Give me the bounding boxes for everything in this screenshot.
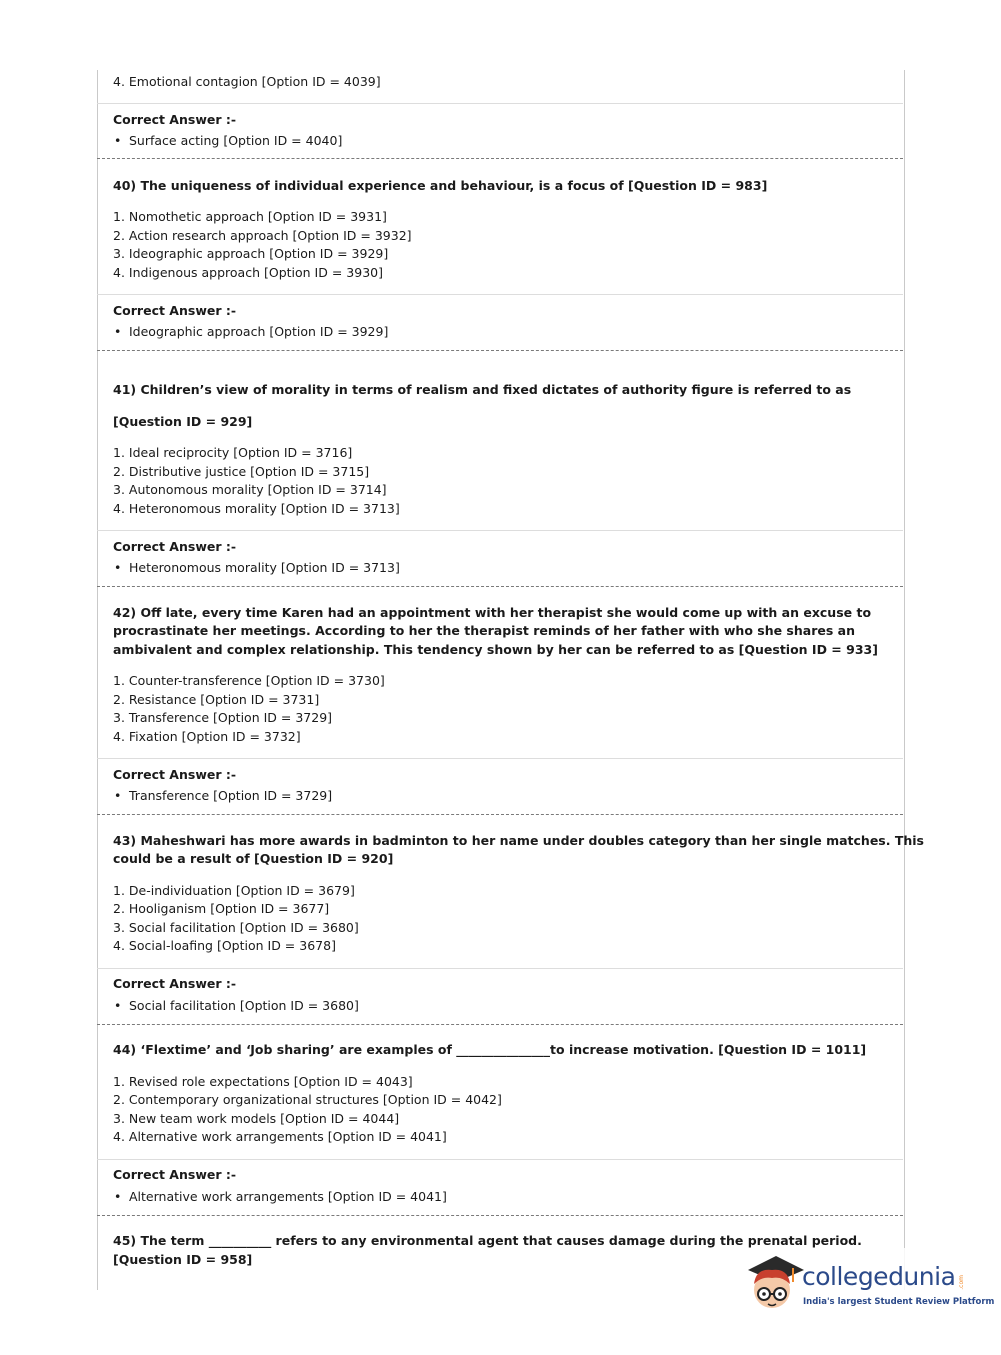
question-separator (97, 1215, 903, 1216)
question-41-id: [Question ID = 929] (113, 414, 253, 429)
option-line: 3. New team work models [Option ID = 4044] (113, 1111, 400, 1126)
option-line: 2. Contemporary organizational structures [Option ID = 4042] (113, 1092, 502, 1107)
option-line: 3. Autonomous morality [Option ID = 3714] (113, 482, 387, 497)
option-line: 3. Transference [Option ID = 3729] (113, 710, 333, 725)
correct-answer: • Heteronomous morality [Option ID = 3713] (114, 560, 400, 575)
question-42-line1: 42) Off late, every time Karen had an appointment with her therapist she would come up with an excuse to (113, 605, 872, 620)
correct-answer-label: Correct Answer :- (113, 112, 237, 127)
divider (97, 530, 903, 531)
correct-answer-label: Correct Answer :- (113, 303, 237, 318)
option-line: 1. De-individuation [Option ID = 3679] (113, 883, 355, 898)
brand-tagline: India's largest Student Review Platform (803, 1297, 995, 1307)
divider (97, 103, 903, 104)
correct-answer-label: Correct Answer :- (113, 1167, 237, 1182)
question-41: 41) Children’s view of morality in terms of realism and fixed dictates of authority figure is referred to as (113, 382, 852, 397)
correct-answer-label: Correct Answer :- (113, 976, 237, 991)
option-line: 2. Action research approach [Option ID = 3932] (113, 228, 412, 243)
question-40: 40) The uniqueness of individual experience and behaviour, is a focus of [Question ID = 983] (113, 178, 768, 193)
question-separator (97, 350, 903, 351)
option-line: 2. Distributive justice [Option ID = 3715] (113, 464, 370, 479)
correct-answer: • Alternative work arrangements [Option ID = 4041] (114, 1189, 447, 1204)
option-line: 2. Hooliganism [Option ID = 3677] (113, 901, 330, 916)
correct-answer-label: Correct Answer :- (113, 539, 237, 554)
divider (97, 294, 903, 295)
correct-answer: • Transference [Option ID = 3729] (114, 788, 333, 803)
option-line: 4. Alternative work arrangements [Option ID = 4041] (113, 1129, 447, 1144)
correct-answer: • Surface acting [Option ID = 4040] (114, 133, 343, 148)
option-line: 4. Emotional contagion [Option ID = 4039] (113, 74, 381, 89)
question-45-line1: 45) The term __________ refers to any environmental agent that causes damage during the prenatal period. (113, 1233, 862, 1248)
correct-answer: • Social facilitation [Option ID = 3680] (114, 998, 359, 1013)
divider (97, 968, 903, 969)
option-line: 3. Social facilitation [Option ID = 3680] (113, 920, 359, 935)
question-42-line3: ambivalent and complex relationship. This tendency shown by her can be referred to as [Question ID = 933] (113, 642, 878, 657)
question-separator (97, 158, 903, 159)
option-line: 1. Nomothetic approach [Option ID = 3931] (113, 209, 387, 224)
brand-domain: .com (958, 1275, 965, 1290)
option-line: 4. Social-loafing [Option ID = 3678] (113, 938, 336, 953)
correct-answer: • Ideographic approach [Option ID = 3929] (114, 324, 389, 339)
option-line: 3. Ideographic approach [Option ID = 3929] (113, 246, 389, 261)
correct-answer-label: Correct Answer :- (113, 767, 237, 782)
question-42-line2: procrastinate her meetings. According to her the therapist reminds of her father with who she shares an (113, 623, 855, 638)
option-line: 1. Revised role expectations [Option ID = 4043] (113, 1074, 413, 1089)
question-45-line2: [Question ID = 958] (113, 1252, 253, 1267)
option-line: 1. Ideal reciprocity [Option ID = 3716] (113, 445, 353, 460)
question-43-line1: 43) Maheshwari has more awards in badminton to her name under doubles category than her single matches. This (113, 833, 924, 848)
divider (97, 758, 903, 759)
brand-name: collegedunia (802, 1262, 956, 1291)
option-line: 1. Counter-transference [Option ID = 3730] (113, 673, 385, 688)
option-line: 2. Resistance [Option ID = 3731] (113, 692, 320, 707)
question-44: 44) ‘Flextime’ and ‘Job sharing’ are examples of _______________to increase motivation. [Question ID = 1011] (113, 1042, 867, 1057)
question-separator (97, 814, 903, 815)
option-line: 4. Indigenous approach [Option ID = 3930] (113, 265, 383, 280)
option-line: 4. Fixation [Option ID = 3732] (113, 729, 301, 744)
question-separator (97, 1024, 903, 1025)
option-line: 4. Heteronomous morality [Option ID = 3713] (113, 501, 400, 516)
question-separator (97, 586, 903, 587)
question-43-line2: could be a result of [Question ID = 920] (113, 851, 394, 866)
divider (97, 1159, 903, 1160)
